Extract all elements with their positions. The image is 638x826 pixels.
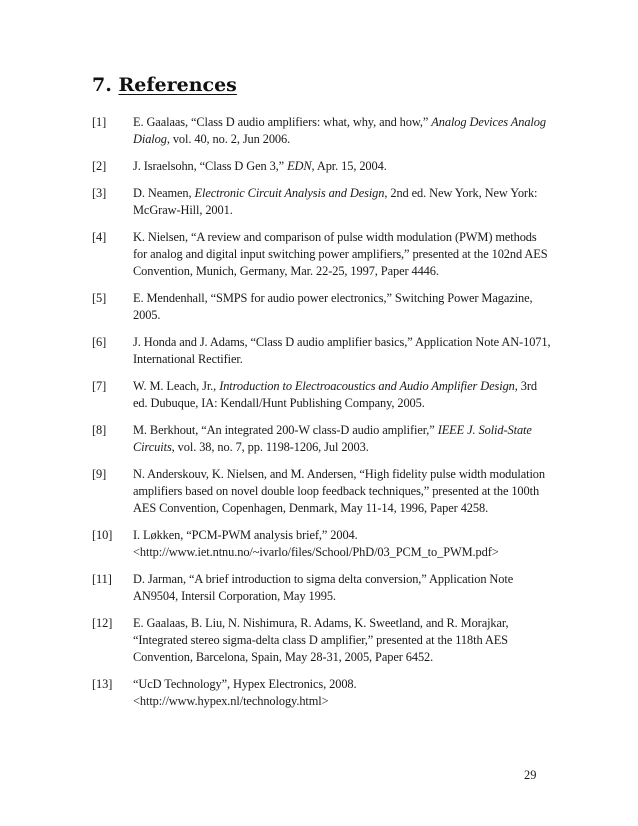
- section-number: 7.: [92, 74, 112, 96]
- reference-number: [5]: [92, 291, 107, 305]
- reference-item: [92, 571, 552, 605]
- reference-item: [92, 422, 552, 456]
- reference-list: [92, 114, 552, 720]
- reference-title-italic: IEEE J. Solid-State Circuits: [133, 423, 532, 454]
- reference-number: [12]: [92, 616, 113, 630]
- reference-item: [92, 334, 552, 368]
- reference-item: [92, 378, 552, 412]
- reference-number: [7]: [92, 379, 107, 393]
- reference-item: [92, 466, 552, 517]
- reference-text: [133, 230, 548, 278]
- reference-text-segment: , Apr. 15, 2004.: [311, 159, 387, 173]
- section-heading: [92, 74, 237, 96]
- reference-item: [92, 158, 552, 175]
- reference-number: [1]: [92, 115, 107, 129]
- reference-text: [133, 291, 532, 322]
- reference-text-segment: W. M. Leach, Jr.,: [133, 379, 220, 393]
- reference-number: [11]: [92, 572, 112, 586]
- reference-text-segment: D. Neamen,: [133, 186, 195, 200]
- reference-text-segment: M. Berkhout, “An integrated 200-W class-D audio amplifier,”: [133, 423, 438, 437]
- reference-number: [8]: [92, 423, 107, 437]
- reference-text-segment: N. Anderskouv, K. Nielsen, and M. Andersen, “High fidelity pulse width modulation amplifiers based on novel double loop feedback techniques,” presented at the 100th AES Convention, Copenhagen, Denmark, May 11-14, 1996, Paper 4258.: [133, 467, 545, 515]
- reference-text-segment: J. Honda and J. Adams, “Class D audio amplifier basics,” Application Note AN-1071, International Rectifier.: [133, 335, 551, 366]
- reference-number: [4]: [92, 230, 107, 244]
- reference-title-italic: Introduction to Electroacoustics and Audio Amplifier Design: [219, 379, 515, 393]
- reference-title-italic: Analog Devices Analog Dialog: [133, 115, 546, 146]
- reference-text-segment: , vol. 38, no. 7, pp. 1198-1206, Jul 2003.: [171, 440, 369, 454]
- reference-text-segment: D. Jarman, “A brief introduction to sigma delta conversion,” Application Note AN9504, Intersil Corporation, May 1995.: [133, 572, 514, 603]
- section-title: References: [118, 74, 237, 96]
- reference-text-segment: E. Mendenhall, “SMPS for audio power electronics,” Switching Power Magazine, 2005.: [133, 291, 533, 322]
- reference-text-segment: E. Gaalaas, B. Liu, N. Nishimura, R. Adams, K. Sweetland, and R. Morajkar, “Integrated stereo sigma-delta class D amplifier,” presented at the 118th AES Convention, Barcelona, Spain, May 28-31, 2005, Paper 6452.: [133, 616, 509, 664]
- reference-title-italic: Electronic Circuit Analysis and Design: [194, 186, 385, 200]
- page-number: 29: [524, 768, 537, 782]
- reference-text: [133, 616, 508, 664]
- reference-text: [133, 115, 546, 146]
- reference-number: [2]: [92, 159, 107, 173]
- reference-text-segment: , 3rd ed. Dubuque, IA: Kendall/Hunt Publishing Company, 2005.: [133, 379, 537, 410]
- reference-text: [133, 159, 387, 173]
- reference-text-segment: , 2nd ed. New York, New York: McGraw-Hill, 2001.: [133, 186, 538, 217]
- reference-item: [92, 615, 552, 666]
- reference-text: [133, 572, 513, 603]
- reference-text: [133, 335, 551, 366]
- reference-item: [92, 229, 552, 280]
- reference-number: [6]: [92, 335, 107, 349]
- reference-text-segment: I. Løkken, “PCM-PWM analysis brief,” 2004. <http://www.iet.ntnu.no/~ivarlo/files/School/PhD/03_PCM_to_PWM.pdf>: [133, 528, 499, 559]
- reference-number: [3]: [92, 186, 107, 200]
- reference-text: [133, 677, 357, 708]
- reference-number: [9]: [92, 467, 107, 481]
- reference-item: [92, 290, 552, 324]
- reference-item: [92, 185, 552, 219]
- reference-text: [133, 186, 537, 217]
- reference-text-segment: , vol. 40, no. 2, Jun 2006.: [166, 132, 291, 146]
- reference-text: [133, 423, 532, 454]
- reference-item: [92, 676, 552, 710]
- reference-text-segment: “UcD Technology”, Hypex Electronics, 2008. <http://www.hypex.nl/technology.html>: [133, 677, 357, 708]
- reference-number: [13]: [92, 677, 113, 691]
- reference-text-segment: K. Nielsen, “A review and comparison of pulse width modulation (PWM) methods for analog and digital input switching power amplifiers,” presented at the 102nd AES Convention, Munich, Germany, Mar. 22-25, 1997, Paper 4446.: [133, 230, 548, 278]
- reference-text: [133, 467, 545, 515]
- reference-item: [92, 114, 552, 148]
- reference-text: [133, 379, 537, 410]
- reference-text-segment: E. Gaalaas, “Class D audio amplifiers: what, why, and how,”: [133, 115, 432, 129]
- reference-text-segment: J. Israelsohn, “Class D Gen 3,”: [133, 159, 288, 173]
- reference-item: [92, 527, 552, 561]
- reference-title-italic: EDN: [287, 159, 312, 173]
- reference-text: [133, 528, 499, 559]
- reference-number: [10]: [92, 528, 113, 542]
